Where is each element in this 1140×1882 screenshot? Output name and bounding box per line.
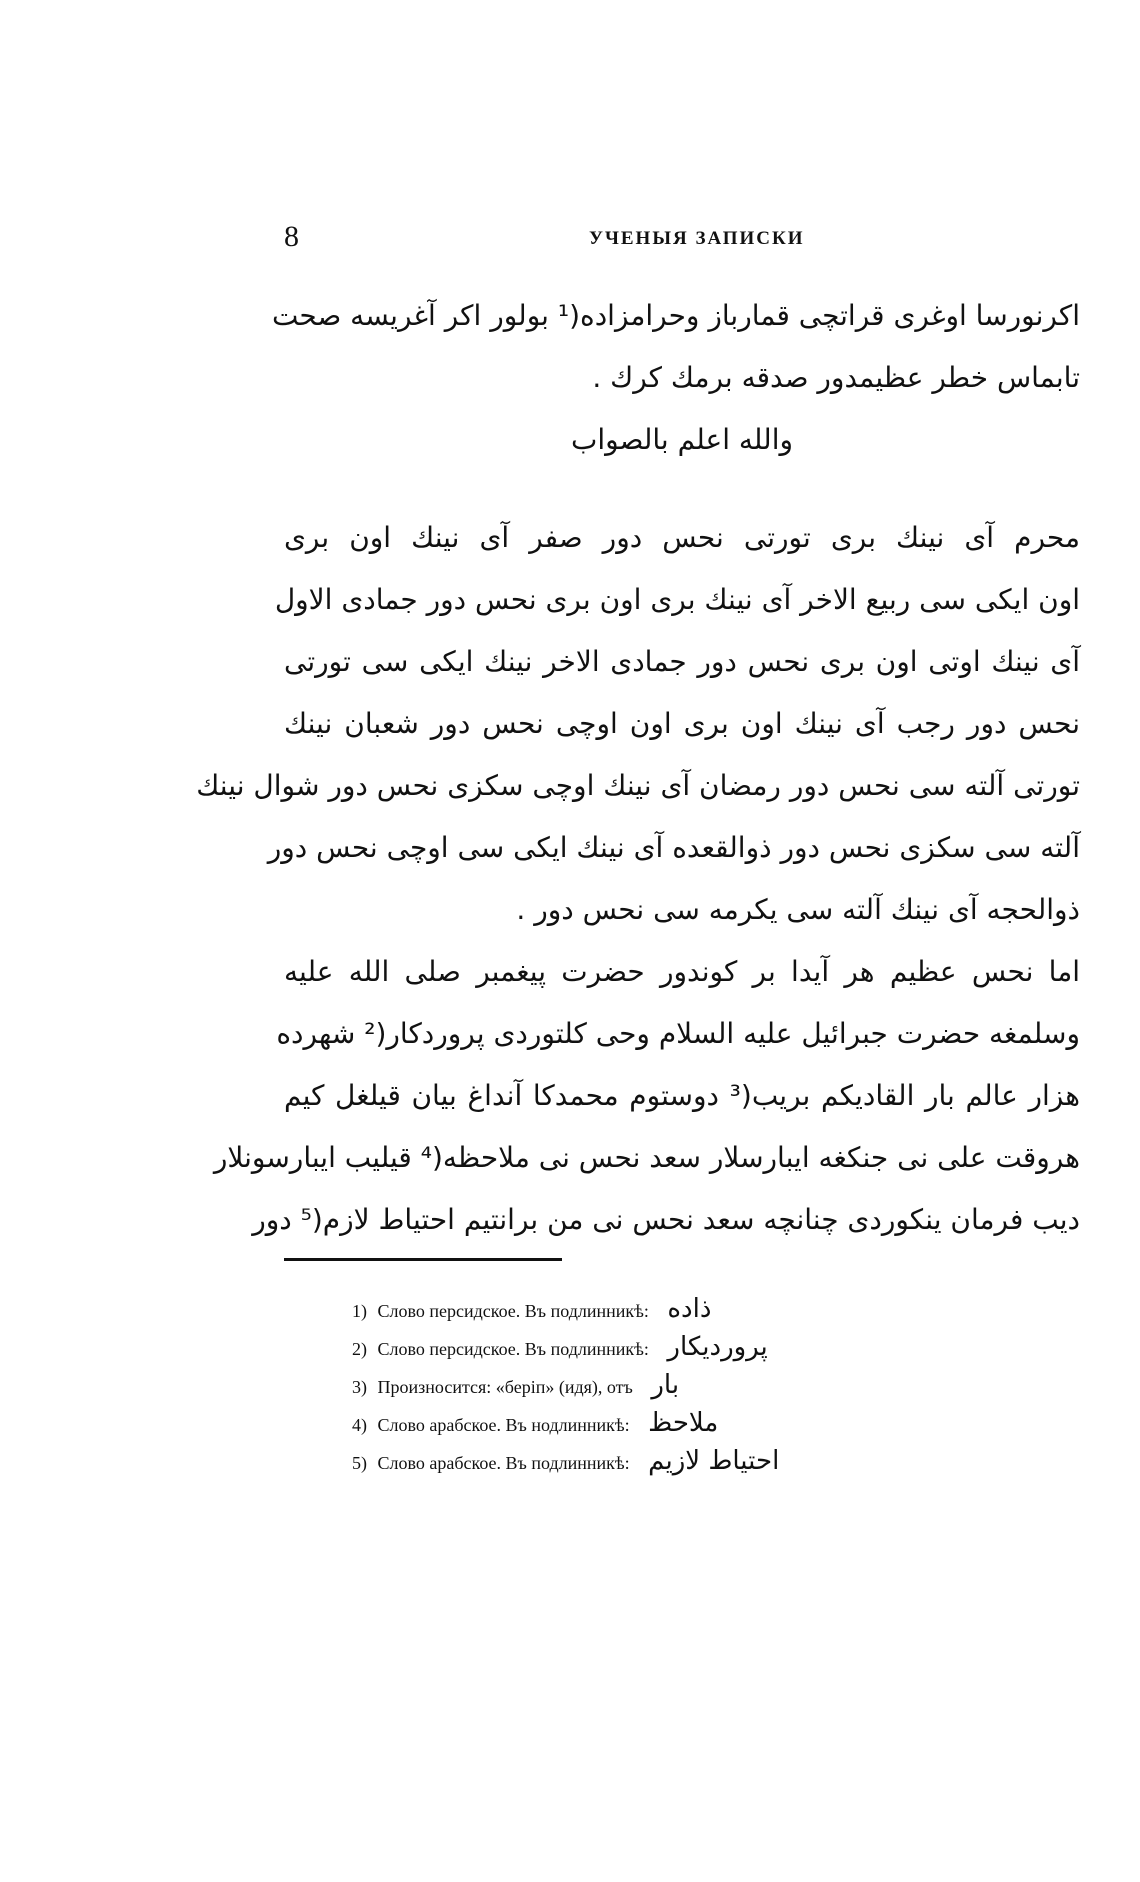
- running-title: УЧЕНЫЯ ЗАПИСКИ: [589, 228, 805, 249]
- footnote-text: Слово арабское. Въ подлинникѣ:: [377, 1453, 630, 1473]
- text-line: محرم آی نینك بری تورتی نحس دور صفر آی نینك اون بری: [284, 521, 1080, 554]
- footnote: [352, 1328, 972, 1366]
- footnote-text: Слово арабское. Въ нодлинникѣ:: [377, 1415, 630, 1435]
- text-line: ذوالحجه آی نینك آلته سی یکرمه سی نحس دور .: [516, 893, 1080, 926]
- footnote-original-word: بار: [651, 1370, 680, 1400]
- footnote-original-word: احتیاط لازیم: [648, 1446, 780, 1476]
- text-line: هزار عالم بار القادیکم بریب(³ دوستوم محمدکا آنداغ بیان قیلغل کیم: [284, 1079, 1081, 1112]
- text-line: دیب فرمان ینکوردی چنانچه سعد نحس نی من برانتیم احتیاط لازم(⁵ دور: [252, 1203, 1080, 1236]
- text-line: اکرنورسا اوغری قراتچی قمارباز وحرامزاده(¹ بولور اکر آغریسه صحت: [271, 299, 1080, 332]
- footnote-text: Произносится: «беріп» (идя), отъ: [377, 1377, 633, 1397]
- text-line: تابماس خطر عظیمدور صدقه برمك کرك .: [592, 361, 1080, 394]
- main-text: [196, 285, 1081, 1251]
- text-line: آی نینك اوتی اون بری نحس دور جمادی الاخر نینك ایکی سی تورتی: [284, 645, 1080, 678]
- footnote-text: Слово персидское. Въ подлинникѣ:: [377, 1301, 649, 1321]
- text-line: والله اعلم بالصواب: [570, 423, 794, 456]
- text-line: اون ایکی سی ربیع الاخر آی نینك بری اون بری نحس دور جمادی الاول: [274, 583, 1080, 616]
- footnote-number: 2): [352, 1339, 367, 1359]
- footnote-number: 5): [352, 1453, 367, 1473]
- footnote: [352, 1442, 972, 1480]
- text-line: آلته سی سکزی نحس دور ذوالقعده آی نینك ایکی سی اوچی نحس دور: [267, 831, 1080, 864]
- footnotes: [352, 1290, 972, 1480]
- footnote-number: 1): [352, 1301, 367, 1321]
- text-line: اما نحس عظیم هر آیدا بر کوندور حضرت پیغمبر صلی الله علیه: [284, 955, 1080, 988]
- page-number: 8: [284, 220, 299, 253]
- footnote-divider: [284, 1258, 562, 1261]
- footnote-original-word: ملاحظ: [648, 1408, 719, 1438]
- footnote: [352, 1366, 972, 1404]
- text-line: وسلمغه حضرت جبرائیل علیه السلام وحی کلتوردی پروردکار(² شهرده: [276, 1017, 1080, 1050]
- footnote-text: Слово персидское. Въ подлинникѣ:: [377, 1339, 649, 1359]
- footnote-original-word: پروردیکار: [667, 1332, 768, 1362]
- paragraph-gap: [284, 471, 1080, 507]
- text-line: هروقت علی نی جنکغه ایبارسلار سعد نحس نی ملاحظه(⁴ قیلیب ایبارسونلار: [213, 1141, 1080, 1174]
- footnote-number: 4): [352, 1415, 367, 1435]
- footnote-number: 3): [352, 1377, 367, 1397]
- text-line: نحس دور رجب آی نینك اون بری اون اوچی نحس دور شعبان نینك: [284, 707, 1080, 740]
- footnote-original-word: ذاده: [667, 1294, 712, 1324]
- footnote: [352, 1404, 972, 1442]
- text-line: تورتی آلته سی نحس دور رمضان آی نینك اوچی سکزی نحس دور شوال نینك: [196, 769, 1080, 802]
- footnote: [352, 1290, 972, 1328]
- page-header: [284, 220, 1080, 260]
